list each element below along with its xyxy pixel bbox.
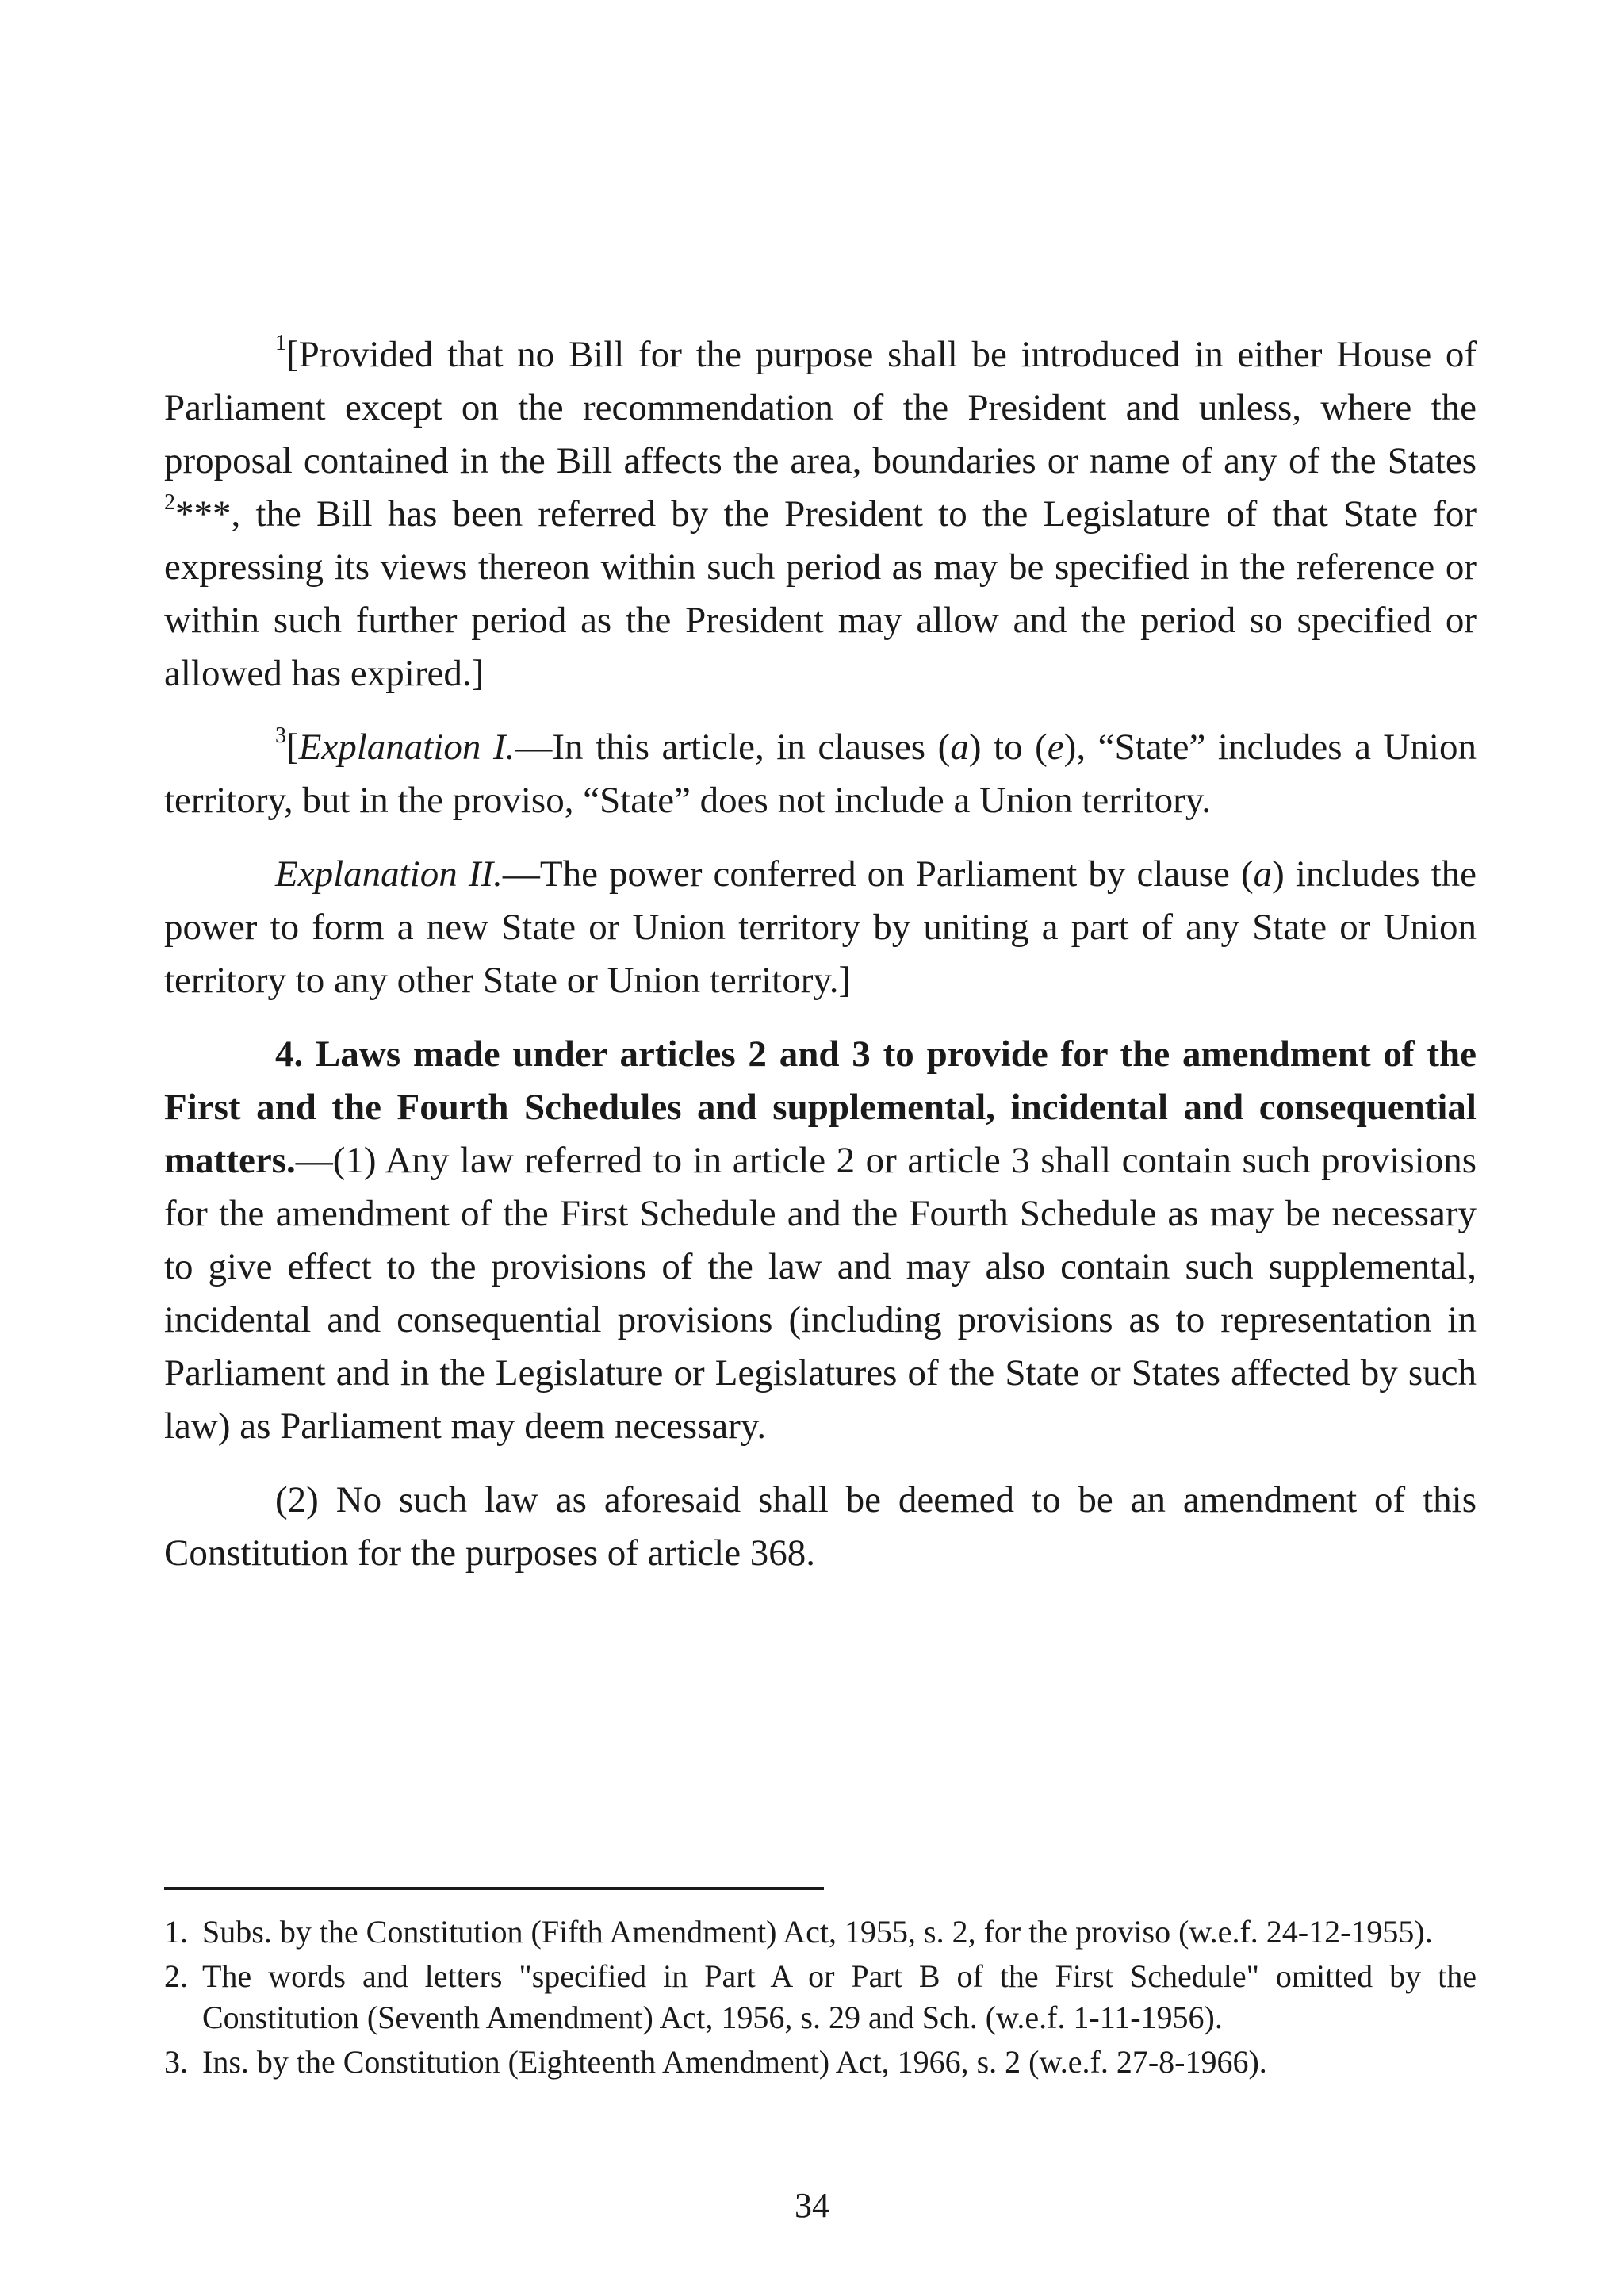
footnote-ref-1[interactable]: 1 xyxy=(275,331,286,356)
explanation-2-paragraph xyxy=(164,848,1477,1007)
article-4-heading: 4. Laws made under articles 2 and 3 to provide for the amendment of the First and the Fourth Schedules and supplemental, incidental and consequential matters. xyxy=(164,1033,1477,1181)
explanation-1-text-a: —In this article, in clauses ( xyxy=(515,727,951,768)
explanation-2-text-a: —The power conferred on Parliament by clause ( xyxy=(502,853,1254,895)
main-text xyxy=(164,328,1477,1601)
proviso-paragraph xyxy=(164,328,1477,700)
explanation-1-bracket: [ xyxy=(286,727,299,768)
article-4-paragraph xyxy=(164,1028,1477,1453)
explanation-2-label: Explanation II. xyxy=(275,853,503,895)
proviso-text-b: ***, the Bill has been referred by the President to the Legislature of that State for expressing its views thereon within such period as may be specified in the reference or within such further period as the President may allow and the period so specified or allowed has expired.] xyxy=(164,493,1477,694)
explanation-1-paragraph xyxy=(164,721,1477,827)
footnote-ref-2[interactable]: 2 xyxy=(164,490,175,516)
explanation-1-text-c: ), “State” includes a Union territory, but in the proviso, “State” does not include a Union territory. xyxy=(164,727,1477,821)
explanation-1-label: Explanation I. xyxy=(298,727,515,768)
article-4-clause-1: —(1) Any law referred to in article 2 or article 3 shall contain such provisions for the amendment of the First Schedule and the Fourth Schedule as may be necessary to give effect to the provisions of the law and may also contain such supplemental, incidental and consequential provisions (including provisions as to representation in Parliament and in the Legislature or Legislatures of the State or States affected by such law) as Parliament may deem necessary. xyxy=(164,1140,1477,1447)
footnote-text: Subs. by the Constitution (Fifth Amendment) Act, 1955, s. 2, for the proviso (w.e.f. 24-12-1955). xyxy=(202,1914,1433,1950)
footnote-number: 2. xyxy=(164,1958,188,1994)
clause-e-italic: e xyxy=(1047,727,1064,768)
footnotes xyxy=(164,1912,1477,2086)
clause-a-italic: a xyxy=(950,727,969,768)
page-number: 34 xyxy=(795,2186,829,2225)
proviso-text-a: [Provided that no Bill for the purpose shall be introduced in either House of Parliament except on the recommendation of the President and unless, where the proposal contained in the Bill affects the area, boundaries or name of any of the States xyxy=(164,334,1477,481)
footnote-3 xyxy=(164,2042,1477,2083)
footnote-text: The words and letters "specified in Part A or Part B of the First Schedule" omitted by the Constitution (Seventh Amendment) Act, 1956, s. 29 and Sch. (w.e.f. 1-11-1956). xyxy=(202,1958,1477,2035)
footnote-text: Ins. by the Constitution (Eighteenth Amendment) Act, 1966, s. 2 (w.e.f. 27-8-1966). xyxy=(202,2044,1267,2080)
article-4-clause-2: (2) No such law as aforesaid shall be deemed to be an amendment of this Constitution for the purposes of article 368. xyxy=(164,1479,1477,1574)
footnote-number: 1. xyxy=(164,1914,188,1950)
footnote-number: 3. xyxy=(164,2044,188,2080)
clause-a-italic-2: a xyxy=(1253,853,1273,895)
explanation-2-text-b: ) includes the power to form a new State or Union territory by uniting a part of any State or Union territory to any other State or Union territory.] xyxy=(164,853,1477,1001)
footnote-2 xyxy=(164,1956,1477,2038)
explanation-1-text-b: ) to ( xyxy=(968,727,1048,768)
footnote-ref-3[interactable]: 3 xyxy=(275,723,286,749)
article-4-clause-2-paragraph xyxy=(164,1474,1477,1580)
footnote-1 xyxy=(164,1912,1477,1953)
footnote-separator xyxy=(164,1887,824,1890)
